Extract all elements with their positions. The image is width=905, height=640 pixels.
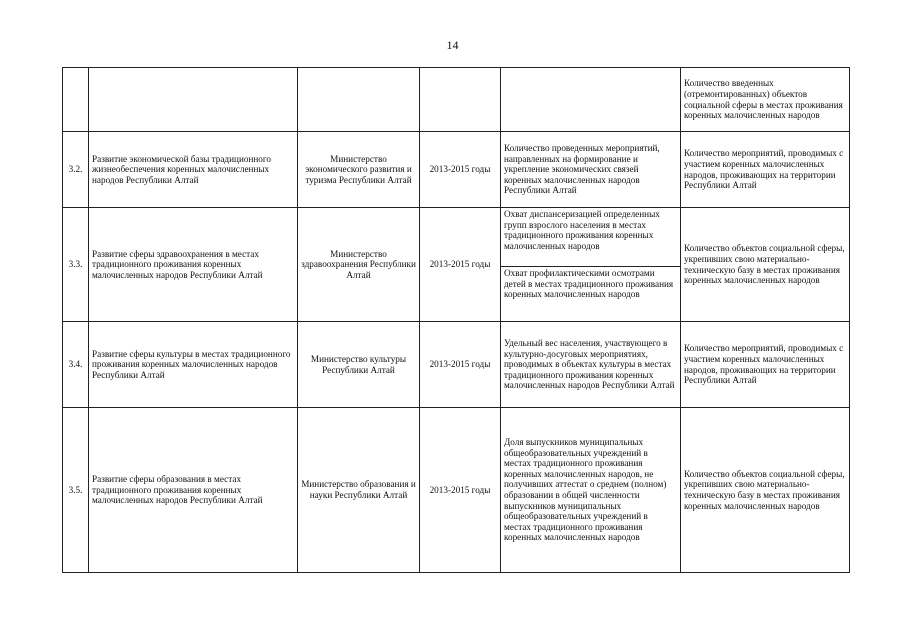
cell-num: 3.5. <box>63 408 89 573</box>
cell-indicator-2: Количество объектов социальной сферы, укрепивших свою материально-техническую базу в местах проживания коренных малочисленных народов <box>681 208 850 322</box>
cell-num <box>63 68 89 132</box>
cell-indicator-1: Удельный вес населения, участвующего в культурно-досуговых мероприятиях, проводимых в объектах культуры в местах традиционного проживания коренных малочисленных народов Республики Алтай <box>501 322 681 408</box>
cell-name: Развитие сферы образования в местах традиционного проживания коренных малочисленных народов Республики Алтай <box>89 408 298 573</box>
cell-period: 2013-2015 годы <box>420 322 501 408</box>
table-row <box>63 208 850 267</box>
cell-indicator-2: Количество объектов социальной сферы, укрепивших свою материально-техническую базу в местах проживания коренных малочисленных народов <box>681 408 850 573</box>
cell-num: 3.3. <box>63 208 89 322</box>
cell-name <box>89 68 298 132</box>
cell-indicator-1: Доля выпускников муниципальных общеобразовательных учреждений в местах традиционного проживания коренных малочисленных народов, не получивших аттестат о среднем (полном) образовании в общей численности выпускников муниципальных общеобразовательных учреждений в местах традиционного проживания коренных малочисленных народов <box>501 408 681 573</box>
cell-num: 3.4. <box>63 322 89 408</box>
table-row <box>63 68 850 132</box>
cell-period: 2013-2015 годы <box>420 208 501 322</box>
cell-ministry: Министерство экономического развития и туризма Республики Алтай <box>298 132 420 208</box>
cell-indicator-2: Количество введенных (отремонтированных) объектов социальной сферы в местах проживания коренных малочисленных народов <box>681 68 850 132</box>
program-table <box>62 67 850 573</box>
table-row <box>63 132 850 208</box>
cell-period <box>420 68 501 132</box>
cell-indicator-1: Охват профилактическими осмотрами детей в местах традиционного проживания коренных малочисленных народов <box>501 267 681 322</box>
cell-ministry: Министерство здравоохранения Республики Алтай <box>298 208 420 322</box>
table-row <box>63 322 850 408</box>
cell-name: Развитие сферы здравоохранения в местах традиционного проживания коренных малочисленных народов Республики Алтай <box>89 208 298 322</box>
cell-ministry: Министерство культуры Республики Алтай <box>298 322 420 408</box>
cell-ministry <box>298 68 420 132</box>
cell-indicator-1 <box>501 68 681 132</box>
cell-name: Развитие сферы культуры в местах традиционного проживания коренных малочисленных народов Республики Алтай <box>89 322 298 408</box>
table-row <box>63 408 850 573</box>
page-number: 14 <box>446 38 459 52</box>
cell-name: Развитие экономической базы традиционного жизнеобеспечения коренных малочисленных народов Республики Алтай <box>89 132 298 208</box>
cell-indicator-1: Охват диспансеризацией определенных групп взрослого населения в местах традиционного проживания коренных малочисленных народов <box>501 208 681 267</box>
cell-period: 2013-2015 годы <box>420 132 501 208</box>
cell-indicator-2: Количество мероприятий, проводимых с участием коренных малочисленных народов, проживающих на территории Республики Алтай <box>681 322 850 408</box>
cell-indicator-2: Количество мероприятий, проводимых с участием коренных малочисленных народов, проживающих на территории Республики Алтай <box>681 132 850 208</box>
cell-indicator-1: Количество проведенных мероприятий, направленных на формирование и укрепление экономических связей коренных малочисленных народов Республики Алтай <box>501 132 681 208</box>
cell-ministry: Министерство образования и науки Республики Алтай <box>298 408 420 573</box>
cell-num: 3.2. <box>63 132 89 208</box>
cell-period: 2013-2015 годы <box>420 408 501 573</box>
